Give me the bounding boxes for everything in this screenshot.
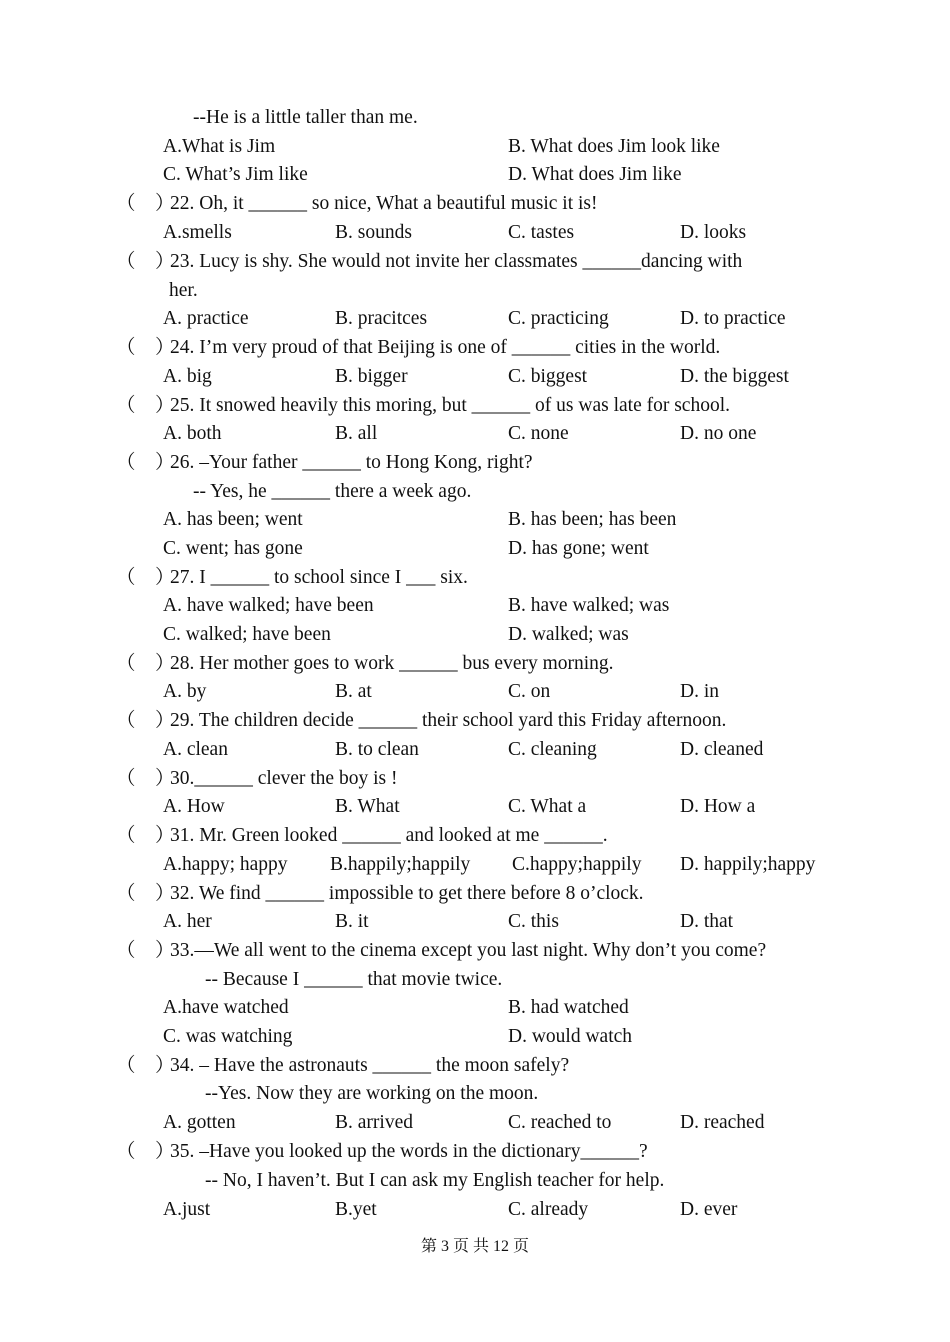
follow-line-26: -- Yes, he ______ there a week ago. [193,481,472,502]
option-30a: A. How [163,796,225,817]
option-25a: A. both [163,423,222,444]
follow-line-21: --He is a little taller than me. [193,107,418,128]
question-stem: 29. The children decide ______ their school yard this Friday afternoon. [170,710,727,731]
option-32d: D. that [680,911,734,932]
option-24d: D. the biggest [680,366,789,387]
question-stem: 22. Oh, it ______ so nice, What a beautiful music it is! [170,193,598,214]
option-24b: B. bigger [335,366,408,387]
answer-blank: （ ） [116,710,175,731]
option-31a: A.happy; happy [163,854,288,875]
follow-line-33: -- Because I ______ that movie twice. [205,969,503,990]
option-33d: D. would watch [508,1026,633,1047]
answer-blank: （ ） [116,1055,175,1076]
option-25d: D. no one [680,423,757,444]
option-26d: D. has gone; went [508,538,649,559]
option-26c: C. went; has gone [163,538,303,559]
option-21c: C. What’s Jim like [163,164,308,185]
option-35b: B.yet [335,1199,377,1220]
option-30d: D. How a [680,796,756,817]
answer-blank: （ ） [116,653,175,674]
option-21a: A.What is Jim [163,136,276,157]
option-31c: C.happy;happily [512,854,642,875]
question-stem: 34. – Have the astronauts ______ the moon safely? [170,1055,570,1076]
answer-blank: （ ） [116,768,175,789]
option-27c: C. walked; have been [163,624,331,645]
option-34d: D. reached [680,1112,765,1133]
option-33a: A.have watched [163,997,289,1018]
option-21d: D. What does Jim like [508,164,682,185]
option-35c: C. already [508,1199,589,1220]
option-23c: C. practicing [508,308,609,329]
question-23-continuation: her. [169,280,198,301]
option-25c: C. none [508,423,569,444]
question-stem: 26. –Your father ______ to Hong Kong, right? [170,452,533,473]
answer-blank: （ ） [116,193,175,214]
question-stem: 33.—We all went to the cinema except you last night. Why don’t you come? [170,940,767,961]
answer-blank: （ ） [116,940,175,961]
option-28b: B. at [335,681,372,702]
option-22d: D. looks [680,222,747,243]
page-footer: 第 3 页 共 12 页 [420,1238,529,1255]
option-27a: A. have walked; have been [163,595,374,616]
option-35d: D. ever [680,1199,738,1220]
option-31b: B.happily;happily [330,854,471,875]
option-32b: B. it [335,911,369,932]
option-23d: D. to practice [680,308,786,329]
answer-blank: （ ） [116,1141,175,1162]
option-29b: B. to clean [335,739,419,760]
option-23a: A. practice [163,308,249,329]
answer-blank: （ ） [116,825,175,846]
answer-blank: （ ） [116,395,175,416]
option-26b: B. has been; has been [508,509,677,530]
question-stem: 32. We find ______ impossible to get there before 8 o’clock. [170,883,644,904]
option-33b: B. had watched [508,997,629,1018]
answer-blank: （ ） [116,567,175,588]
option-25b: B. all [335,423,378,444]
option-29d: D. cleaned [680,739,764,760]
question-stem: 35. –Have you looked up the words in the dictionary______? [170,1141,648,1162]
question-stem: 31. Mr. Green looked ______ and looked at me ______. [170,825,608,846]
option-22b: B. sounds [335,222,412,243]
option-32a: A. her [163,911,212,932]
question-stem: 25. It snowed heavily this moring, but ______ of us was late for school. [170,395,731,416]
option-21b: B. What does Jim look like [508,136,720,157]
option-30b: B. What [335,796,400,817]
question-stem: 30.______ clever the boy is ! [170,768,398,789]
option-22c: C. tastes [508,222,575,243]
question-stem: 24. I’m very proud of that Beijing is one of ______ cities in the world. [170,337,721,358]
option-31d: D. happily;happy [680,854,816,875]
question-stem: 23. Lucy is shy. She would not invite her classmates ______dancing with [170,251,743,272]
answer-blank: （ ） [116,883,175,904]
answer-blank: （ ） [116,452,175,473]
option-29a: A. clean [163,739,228,760]
option-34a: A. gotten [163,1112,236,1133]
answer-blank: （ ） [116,337,175,358]
option-35a: A.just [163,1199,211,1220]
question-stem: 28. Her mother goes to work ______ bus every morning. [170,653,614,674]
option-22a: A.smells [163,222,232,243]
option-24a: A. big [163,366,212,387]
follow-line-35: -- No, I haven’t. But I can ask my English teacher for help. [205,1170,665,1191]
option-28a: A. by [163,681,207,702]
option-27b: B. have walked; was [508,595,670,616]
option-28c: C. on [508,681,551,702]
option-30c: C. What a [508,796,587,817]
option-26a: A. has been; went [163,509,303,530]
option-34b: B. arrived [335,1112,413,1133]
option-29c: C. cleaning [508,739,597,760]
option-33c: C. was watching [163,1026,293,1047]
option-23b: B. pracitces [335,308,428,329]
answer-blank: （ ） [116,251,175,272]
follow-line-34: --Yes. Now they are working on the moon. [205,1083,539,1104]
option-34c: C. reached to [508,1112,612,1133]
option-32c: C. this [508,911,559,932]
option-27d: D. walked; was [508,624,629,645]
option-24c: C. biggest [508,366,588,387]
option-28d: D. in [680,681,719,702]
question-stem: 27. I ______ to school since I ___ six. [170,567,468,588]
